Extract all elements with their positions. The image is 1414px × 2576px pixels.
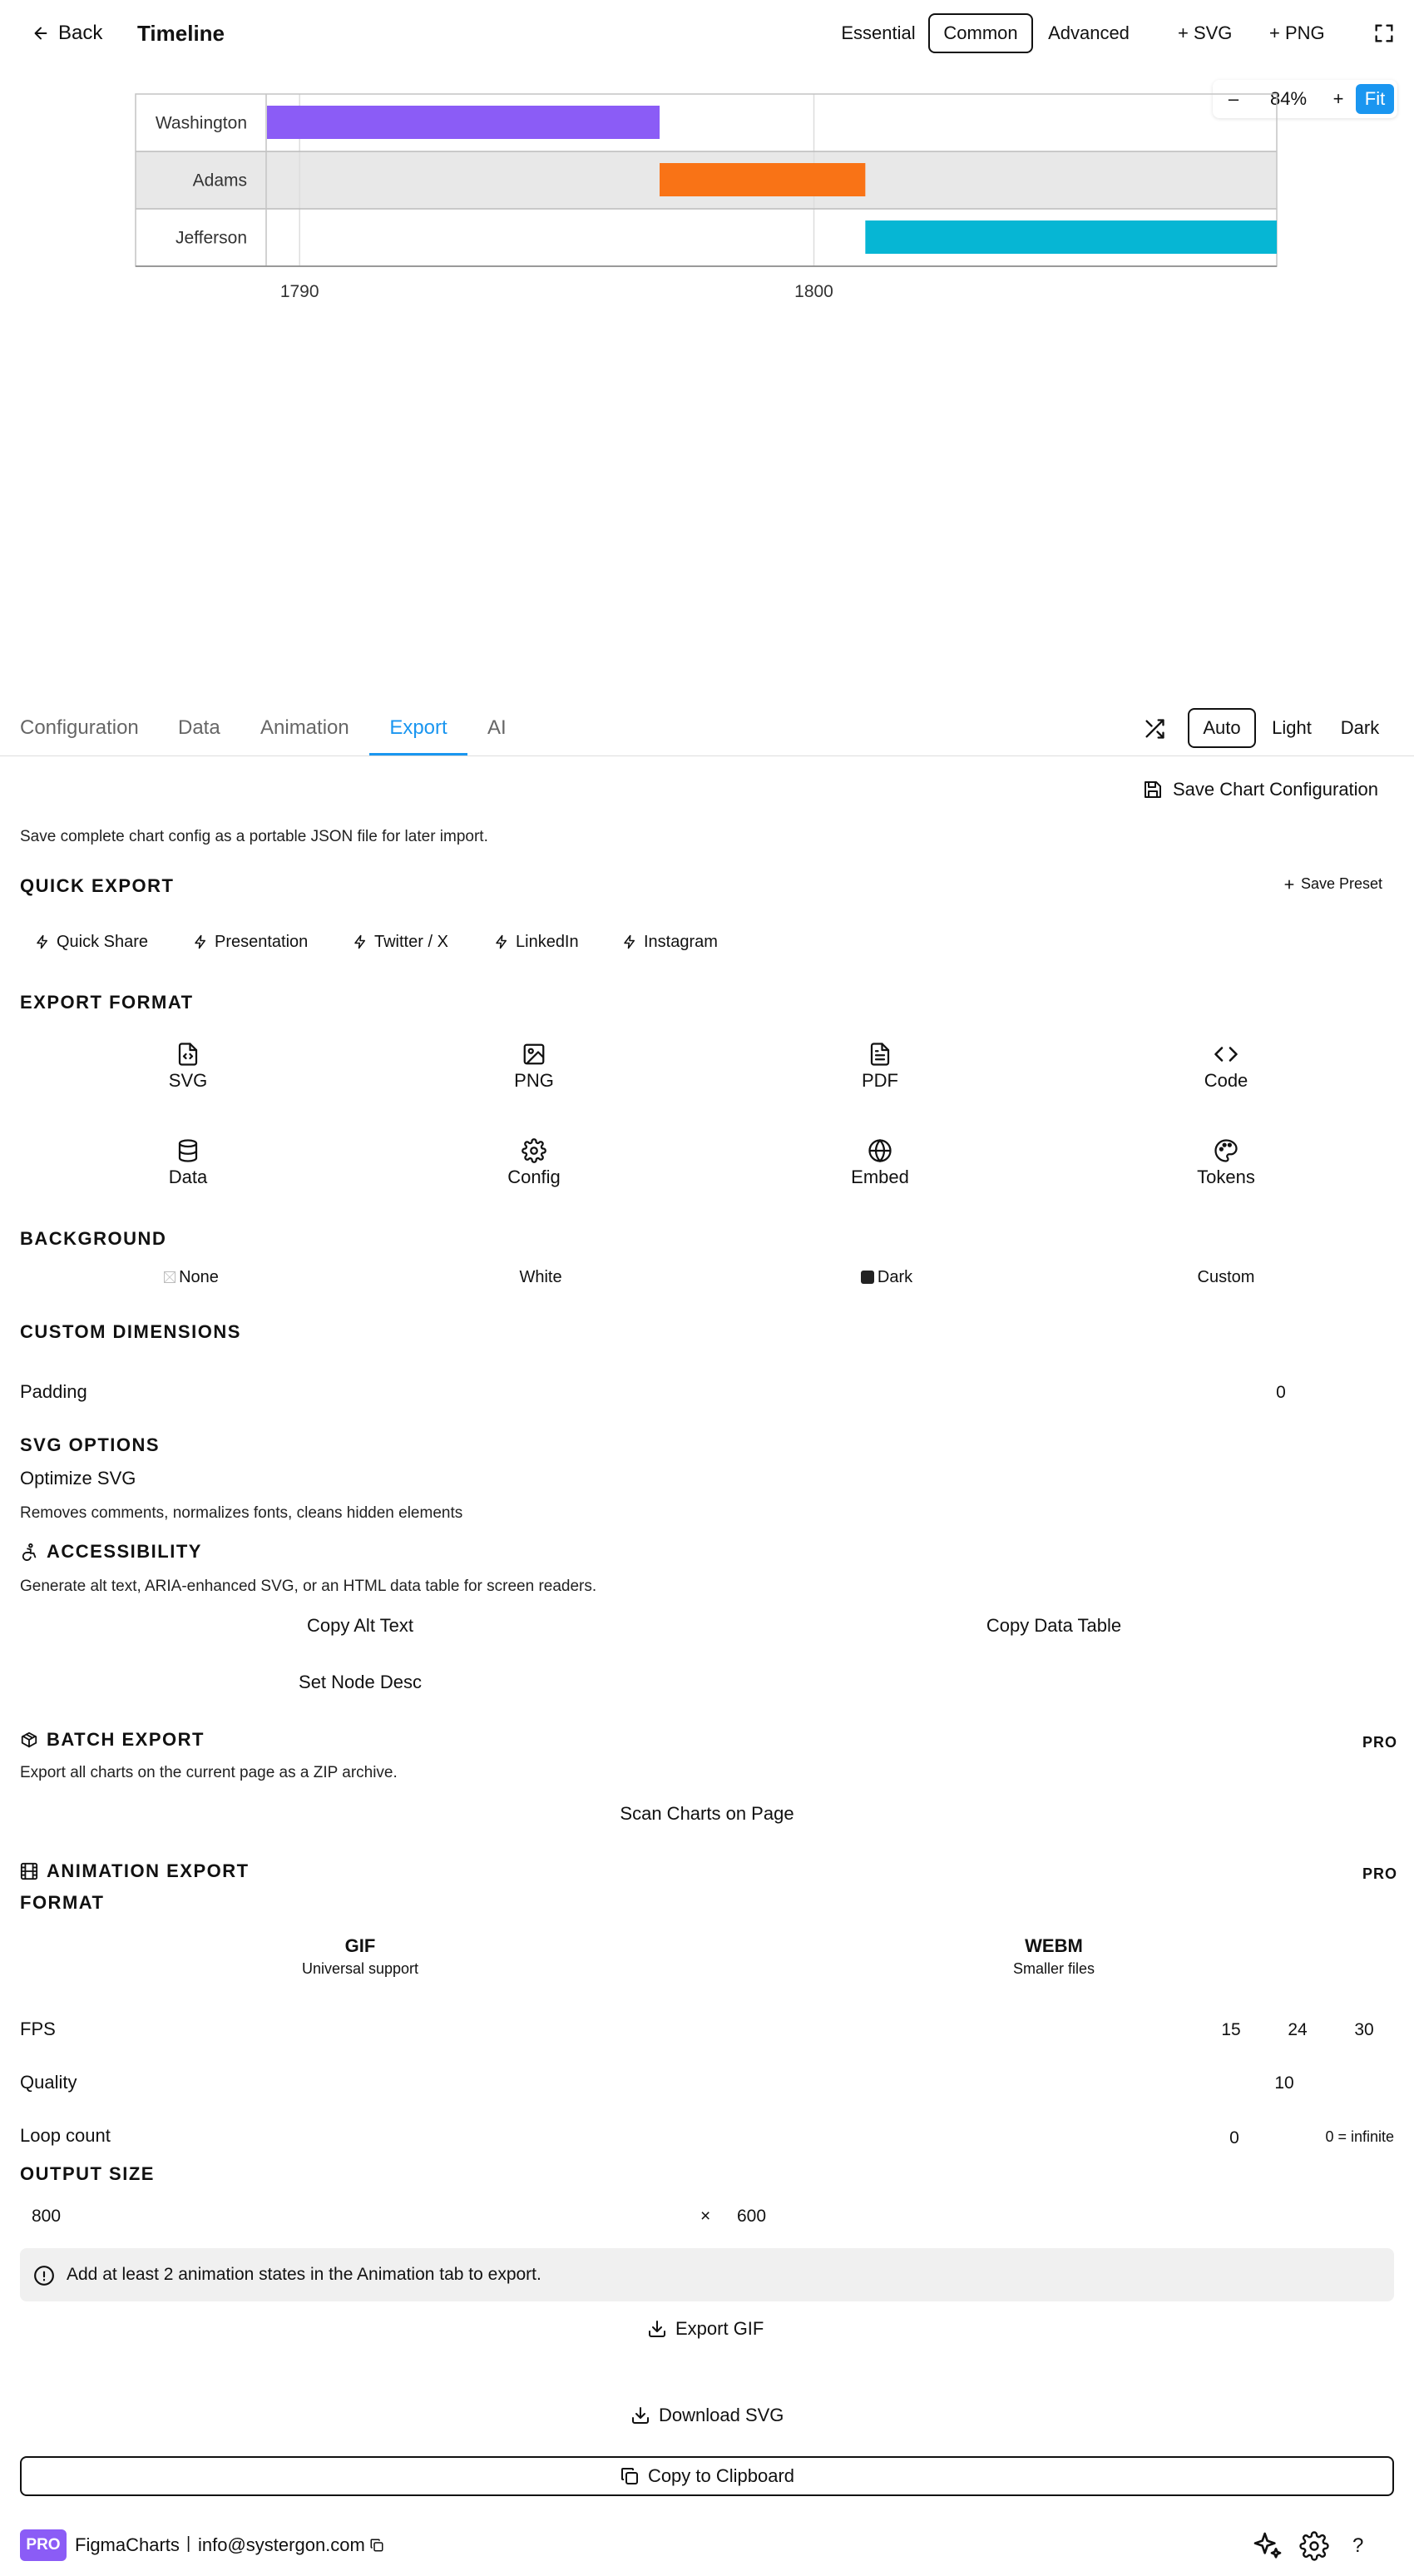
timeline-chart [0,0,1414,333]
svg-options-title: SVG OPTIONS [20,1434,161,1455]
tab-data[interactable]: Data [178,716,220,739]
fps-label: FPS [20,2019,56,2039]
save-icon [1143,780,1163,800]
format-tokens-button[interactable] [1143,1138,1309,1205]
timeline-bar [267,106,660,139]
loop-count-label: Loop count [20,2125,111,2146]
footer [0,2521,1414,2576]
app-name: FigmaCharts [75,2534,180,2555]
tab-animation[interactable]: Animation [260,716,349,739]
output-size-title: OUTPUT SIZE [20,2163,155,2184]
format-label: PNG [514,1070,554,1091]
download-svg-label: Download SVG [659,2405,784,2425]
download-icon [647,2319,667,2339]
loop-count-input[interactable]: 0 [1229,2128,1239,2147]
background-none[interactable] [141,1265,241,1290]
padding-label: Padding [20,1381,87,1402]
package-icon [20,1731,38,1749]
format-label: Config [507,1167,561,1187]
tab-ai[interactable]: AI [487,716,507,739]
level-essential[interactable]: Essential [841,22,916,43]
accessibility-icon [20,1543,38,1561]
theme-auto[interactable]: Auto [1188,708,1256,748]
bolt-icon [35,934,50,949]
preset-linkedin[interactable] [494,925,579,959]
bolt-icon [494,934,509,949]
set-node-desc-button[interactable]: Set Node Desc [299,1672,422,1692]
format-label: PDF [862,1070,898,1091]
format-label: Embed [851,1167,909,1187]
level-advanced[interactable]: Advanced [1048,22,1130,43]
format-data-button[interactable] [105,1138,271,1205]
preset-twitter[interactable] [353,925,448,959]
preset-presentation[interactable] [193,925,308,959]
quality-input[interactable]: 10 [1274,2073,1294,2093]
padding-input[interactable]: 0 [1276,1383,1286,1402]
save-preset-label: Save Preset [1301,875,1383,892]
times-sign: × [700,2207,711,2226]
export-format-title: EXPORT FORMAT [20,992,194,1013]
fps-option-30[interactable]: 30 [1354,2020,1374,2039]
fit-button[interactable]: Fit [1356,84,1394,114]
zoom-out-button[interactable]: – [1228,88,1239,109]
batch-export-title: BATCH EXPORT [47,1729,205,1750]
add-png-button[interactable]: + PNG [1269,22,1325,43]
category-label: Washington [155,113,247,133]
timeline-bar [660,163,865,196]
scan-charts-button[interactable]: Scan Charts on Page [620,1803,794,1824]
page-title: Timeline [137,21,225,46]
anim-format-webm[interactable] [714,1935,1394,1982]
loop-hint: 0 = infinite [1325,2128,1394,2145]
background-label: Custom [1197,1268,1255,1286]
category-label: Adams [192,171,247,191]
zoom-level: 84% [1269,88,1308,109]
file-text-icon [797,1042,963,1067]
theme-light[interactable]: Light [1272,717,1312,738]
globe-icon [797,1138,963,1163]
film-icon [20,1862,38,1880]
tab-divider [0,755,1414,756]
dark-swatch-icon [861,1271,874,1284]
background-custom[interactable] [1176,1265,1276,1290]
accessibility-title: ACCESSIBILITY [47,1541,202,1562]
height-input[interactable]: 600 [737,2207,767,2226]
format-pdf-button[interactable] [797,1042,963,1108]
export-gif-button[interactable] [647,2318,764,2340]
preset-label: LinkedIn [516,932,579,951]
sparkles-icon[interactable] [1251,2529,1284,2563]
quick-export-title: QUICK EXPORT [20,875,175,896]
copy-clipboard-label: Copy to Clipboard [647,2465,795,2486]
image-icon [451,1042,617,1067]
copy-data-table-button[interactable]: Copy Data Table [986,1615,1122,1636]
preset-label: Presentation [215,932,309,951]
info-icon [33,2265,55,2286]
animation-export-title: ANIMATION EXPORT [47,1860,250,1881]
accessibility-header [20,1541,202,1563]
anim-format-desc: Smaller files [1012,1960,1095,1977]
copy-clipboard-button[interactable] [20,2456,1394,2496]
batch-export-desc: Export all charts on the current page as a ZIP archive. [20,1764,398,1781]
footer-separator: | [186,2534,191,2553]
bolt-icon [193,934,208,949]
copy-icon [620,2466,640,2486]
database-icon [105,1138,271,1163]
save-config-label: Save Chart Configuration [1173,779,1379,800]
animation-pro-badge: PRO [1362,1865,1398,1882]
custom-dimensions-title: CUSTOM DIMENSIONS [20,1321,241,1342]
category-label: Jefferson [176,228,247,248]
notice-text: Add at least 2 animation states in the Animation tab to export. [67,2265,541,2284]
copy-alt-text-button[interactable]: Copy Alt Text [307,1615,413,1636]
preset-instagram[interactable] [622,925,718,959]
export-gif-label: Export GIF [675,2318,764,2339]
anim-format-desc: Universal support [301,1960,419,1977]
background-dark[interactable] [837,1265,937,1290]
gear-icon[interactable] [1299,2531,1329,2561]
format-png-button[interactable] [451,1042,617,1108]
batch-pro-badge: PRO [1362,1734,1398,1751]
pro-badge[interactable]: PRO [20,2529,67,2561]
code-icon [1143,1042,1309,1067]
theme-dark[interactable]: Dark [1340,717,1380,738]
optimize-svg-label[interactable]: Optimize SVG [20,1468,136,1489]
back-label: Back [58,22,103,44]
download-svg-button[interactable] [630,2405,784,2426]
anim-format-name: WEBM [1025,1935,1083,1956]
accessibility-desc: Generate alt text, ARIA-enhanced SVG, or an HTML data table for screen readers. [20,1578,597,1595]
format-label: SVG [168,1070,208,1091]
bolt-icon [353,934,368,949]
tab-export[interactable]: Export [369,712,467,755]
background-title: BACKGROUND [20,1228,167,1249]
level-common[interactable]: Common [928,13,1033,53]
fps-option-15[interactable]: 15 [1221,2020,1241,2039]
plus-icon [1283,878,1296,891]
background-label: Dark [877,1268,913,1286]
zoom-in-button[interactable]: + [1332,88,1344,109]
format-config-button[interactable] [451,1138,617,1205]
background-white[interactable] [491,1265,591,1290]
anim-format-name: GIF [344,1935,376,1956]
save-config-button[interactable] [1143,779,1378,800]
preset-label: Instagram [644,932,718,951]
download-icon [630,2405,650,2425]
anim-format-gif[interactable] [20,1935,700,1982]
background-label: White [519,1268,562,1286]
format-svg-button[interactable] [105,1042,271,1108]
preset-quick-share[interactable] [35,925,148,959]
contact-email[interactable]: info@systergon.com [198,2534,365,2555]
format-code-button[interactable] [1143,1042,1309,1108]
animation-export-header [20,1860,250,1882]
copy-email-icon[interactable] [369,2538,384,2553]
animation-notice [20,2248,1394,2301]
file-code-icon [105,1042,271,1067]
save-preset-button[interactable] [1283,875,1382,893]
gear-icon [451,1138,617,1163]
palette-icon [1143,1138,1309,1163]
help-button[interactable]: ? [1352,2534,1364,2557]
preset-label: Twitter / X [374,932,448,951]
background-label: None [179,1268,219,1286]
format-label: FORMAT [20,1892,105,1913]
transparent-icon [164,1271,176,1283]
width-input[interactable]: 800 [32,2207,62,2226]
quality-label: Quality [20,2072,77,2093]
preset-label: Quick Share [57,932,149,951]
optimize-svg-desc: Removes comments, normalizes fonts, cleans hidden elements [20,1504,463,1522]
bolt-icon [622,934,637,949]
save-config-desc: Save complete chart config as a portable JSON file for later import. [20,828,488,845]
x-tick-label: 1800 [794,282,833,301]
fps-option-24[interactable]: 24 [1288,2020,1308,2039]
add-svg-button[interactable]: + SVG [1178,22,1233,43]
format-label: Code [1204,1070,1248,1091]
batch-export-header [20,1729,205,1751]
x-tick-label: 1790 [279,282,319,301]
tab-configuration[interactable]: Configuration [20,716,139,739]
format-embed-button[interactable] [797,1138,963,1205]
shuffle-icon[interactable] [1141,717,1168,741]
timeline-bar [865,220,1277,254]
format-label: Data [168,1167,208,1187]
format-label: Tokens [1197,1167,1255,1187]
